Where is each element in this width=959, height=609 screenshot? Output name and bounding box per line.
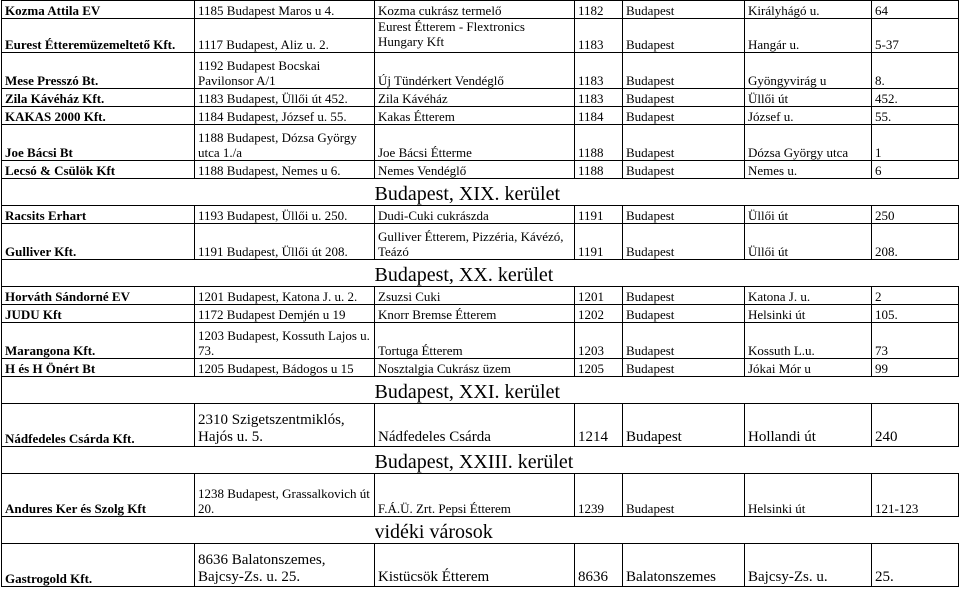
operator-address: 1203 Budapest, Kossuth Lajos u. 73.: [195, 323, 375, 359]
venue-zip: 1188: [575, 125, 623, 161]
venue-name: F.Á.Ü. Zrt. Pepsi Étterem: [375, 474, 575, 517]
operator-address: 1172 Budapest Demjén u 19: [195, 305, 375, 323]
operator-name: JUDU Kft: [2, 305, 195, 323]
table-row: [2, 53, 959, 89]
section-heading-row: [2, 179, 959, 206]
operator-name: Horváth Sándorné EV: [2, 287, 195, 305]
venue-name: Zila Kávéház: [375, 89, 575, 107]
venue-city: Balatonszemes: [623, 544, 745, 587]
venue-zip: 8636: [575, 544, 623, 587]
venue-city: Budapest: [623, 224, 745, 260]
operator-name: Lecsó & Csülök Kft: [2, 161, 195, 179]
section-title: Budapest, XIX. kerület: [375, 179, 959, 206]
venue-number: 208.: [872, 224, 959, 260]
operator-name: Zila Kávéház Kft.: [2, 89, 195, 107]
operator-name: Joe Bácsi Bt: [2, 125, 195, 161]
venue-street: Kossuth L.u.: [745, 323, 872, 359]
venue-street: Üllői út: [745, 206, 872, 224]
operator-name: Racsits Erhart: [2, 206, 195, 224]
venue-city: Budapest: [623, 161, 745, 179]
operator-address: 2310 Szigetszentmiklós, Hajós u. 5.: [195, 404, 375, 447]
venue-zip: 1188: [575, 161, 623, 179]
table-row: [2, 1, 959, 19]
venue-zip: 1201: [575, 287, 623, 305]
venue-number: 121-123: [872, 474, 959, 517]
venue-number: 64: [872, 1, 959, 19]
venue-street: Királyhágó u.: [745, 1, 872, 19]
venue-city: Budapest: [623, 89, 745, 107]
venue-street: Katona J. u.: [745, 287, 872, 305]
venue-name: Kozma cukrász termelő: [375, 1, 575, 19]
venue-number: 73: [872, 323, 959, 359]
venue-street: Dózsa György utca: [745, 125, 872, 161]
venue-zip: 1205: [575, 359, 623, 377]
venue-zip: 1239: [575, 474, 623, 517]
venue-name: Knorr Bremse Étterem: [375, 305, 575, 323]
venue-number: 2: [872, 287, 959, 305]
venue-street: Hollandi út: [745, 404, 872, 447]
venue-city: Budapest: [623, 125, 745, 161]
operator-address: 1188 Budapest, Nemes u 6.: [195, 161, 375, 179]
venue-number: 5-37: [872, 19, 959, 53]
table-row: [2, 206, 959, 224]
venue-zip: 1184: [575, 107, 623, 125]
venue-zip: 1202: [575, 305, 623, 323]
venue-street: Hangár u.: [745, 19, 872, 53]
venue-zip: 1182: [575, 1, 623, 19]
section-title: Budapest, XXI. kerület: [375, 377, 959, 404]
venue-number: 1: [872, 125, 959, 161]
venue-city: Budapest: [623, 305, 745, 323]
venue-number: 240: [872, 404, 959, 447]
venue-name: Tortuga Étterem: [375, 323, 575, 359]
venue-zip: 1183: [575, 53, 623, 89]
venue-name: Nádfedeles Csárda: [375, 404, 575, 447]
table-row: [2, 305, 959, 323]
venue-street: Helsinki út: [745, 305, 872, 323]
table-row: [2, 125, 959, 161]
table-row: [2, 161, 959, 179]
table-row: [2, 323, 959, 359]
table-row: [2, 359, 959, 377]
venue-street: Nemes u.: [745, 161, 872, 179]
operator-name: H és H Önért Bt: [2, 359, 195, 377]
venue-street: Gyöngyvirág u: [745, 53, 872, 89]
operator-name: Gulliver Kft.: [2, 224, 195, 260]
venue-city: Budapest: [623, 53, 745, 89]
operator-address: 1201 Budapest, Katona J. u. 2.: [195, 287, 375, 305]
venue-number: 105.: [872, 305, 959, 323]
venue-zip: 1191: [575, 206, 623, 224]
venue-city: Budapest: [623, 359, 745, 377]
venue-number: 250: [872, 206, 959, 224]
venue-street: József u.: [745, 107, 872, 125]
venue-street: Üllői út: [745, 224, 872, 260]
venue-street: Helsinki út: [745, 474, 872, 517]
operator-name: Mese Presszó Bt.: [2, 53, 195, 89]
venue-city: Budapest: [623, 206, 745, 224]
section-title: Budapest, XX. kerület: [375, 260, 959, 287]
venue-name: Gulliver Étterem, Pizzéria, Kávézó, Teázó: [375, 224, 575, 260]
venue-number: 452.: [872, 89, 959, 107]
venue-zip: 1183: [575, 89, 623, 107]
operator-address: 1185 Budapest Maros u 4.: [195, 1, 375, 19]
operator-name: Kozma Attila EV: [2, 1, 195, 19]
operator-name: Eurest Étteremüzemeltető Kft.: [2, 19, 195, 53]
venue-city: Budapest: [623, 19, 745, 53]
venue-name: Joe Bácsi Étterme: [375, 125, 575, 161]
table-row: [2, 89, 959, 107]
venue-number: 8.: [872, 53, 959, 89]
operator-address: 1188 Budapest, Dózsa György utca 1./a: [195, 125, 375, 161]
operator-name: KAKAS 2000 Kft.: [2, 107, 195, 125]
venue-name: Dudi-Cuki cukrászda: [375, 206, 575, 224]
venue-city: Budapest: [623, 474, 745, 517]
venue-number: 55.: [872, 107, 959, 125]
venue-city: Budapest: [623, 323, 745, 359]
venue-city: Budapest: [623, 107, 745, 125]
table-row: [2, 107, 959, 125]
venue-city: Budapest: [623, 1, 745, 19]
section-heading-row: [2, 377, 959, 404]
venue-street: Üllői út: [745, 89, 872, 107]
venue-zip: 1183: [575, 19, 623, 53]
section-heading-row: [2, 517, 959, 544]
venue-zip: 1214: [575, 404, 623, 447]
operator-address: 1183 Budapest, Üllői út 452.: [195, 89, 375, 107]
section-title: Budapest, XXIII. kerület: [375, 447, 959, 474]
restaurant-listing-table: [1, 0, 959, 587]
operator-address: 1192 Budapest Bocskai Pavilonsor A/1: [195, 53, 375, 89]
venue-zip: 1191: [575, 224, 623, 260]
venue-street: Jókai Mór u: [745, 359, 872, 377]
venue-name: Nemes Vendéglő: [375, 161, 575, 179]
venue-name: Nosztalgia Cukrász üzem: [375, 359, 575, 377]
operator-name: Andures Ker és Szolg Kft: [2, 474, 195, 517]
table-row: [2, 474, 959, 517]
venue-name: Zsuzsi Cuki: [375, 287, 575, 305]
table-row: [2, 19, 959, 53]
table-row: [2, 544, 959, 587]
operator-address: 1117 Budapest, Aliz u. 2.: [195, 19, 375, 53]
venue-city: Budapest: [623, 404, 745, 447]
venue-street: Bajcsy-Zs. u.: [745, 544, 872, 587]
operator-address: 1184 Budapest, József u. 55.: [195, 107, 375, 125]
venue-name: Kistücsök Étterem: [375, 544, 575, 587]
venue-number: 6: [872, 161, 959, 179]
venue-city: Budapest: [623, 287, 745, 305]
operator-name: Marangona Kft.: [2, 323, 195, 359]
section-heading-row: [2, 447, 959, 474]
table-row: [2, 287, 959, 305]
venue-name: Eurest Étterem - Flextronics Hungary Kft: [375, 19, 575, 53]
venue-number: 25.: [872, 544, 959, 587]
operator-address: 1205 Budapest, Bádogos u 15: [195, 359, 375, 377]
venue-name: Kakas Étterem: [375, 107, 575, 125]
operator-address: 8636 Balatonszemes, Bajcsy-Zs. u. 25.: [195, 544, 375, 587]
section-heading-row: [2, 260, 959, 287]
operator-address: 1238 Budapest, Grassalkovich út 20.: [195, 474, 375, 517]
table-row: [2, 404, 959, 447]
operator-name: Nádfedeles Csárda Kft.: [2, 404, 195, 447]
table-row: [2, 224, 959, 260]
operator-name: Gastrogold Kft.: [2, 544, 195, 587]
operator-address: 1191 Budapest, Üllői út 208.: [195, 224, 375, 260]
venue-zip: 1203: [575, 323, 623, 359]
venue-number: 99: [872, 359, 959, 377]
venue-name: Új Tündérkert Vendéglő: [375, 53, 575, 89]
operator-address: 1193 Budapest, Üllői u. 250.: [195, 206, 375, 224]
section-title: vidéki városok: [375, 517, 959, 544]
